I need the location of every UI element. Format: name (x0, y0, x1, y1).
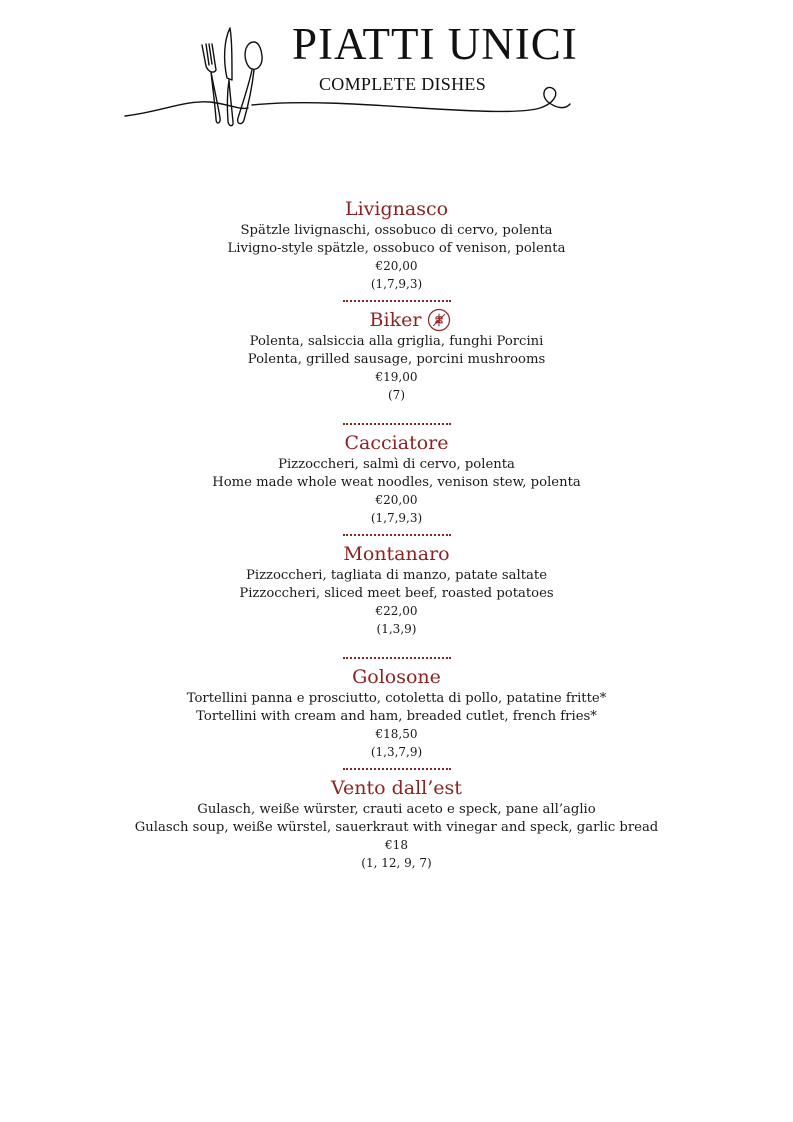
dish-cacciatore (0, 430, 793, 527)
dish-price: €20,00 (375, 493, 418, 507)
dish-montanaro (0, 541, 793, 638)
dish-list (0, 196, 793, 872)
dish-price: €18 (385, 838, 408, 852)
dish-price: €18,50 (375, 727, 418, 741)
dish-price: €20,00 (375, 259, 418, 273)
dish-italian-description: Tortellini panna e prosciutto, cotoletta di pollo, patatine fritte* (186, 691, 607, 706)
dish-italian-description: Spätzle livignaschi, ossobuco di cervo, polenta (240, 223, 553, 238)
dish-price: €22,00 (375, 604, 418, 618)
page-subtitle: COMPLETE DISHES (319, 74, 487, 94)
dish-golosone (0, 664, 793, 761)
dish-price: €19,00 (375, 370, 418, 384)
dish-vento-dall-est (0, 775, 793, 872)
dish-livignasco (0, 196, 793, 293)
dish-name: Livignasco (344, 198, 449, 220)
dish-allergens: (1,3,7,9) (370, 744, 423, 759)
dish-name: Montanaro (343, 543, 450, 565)
dish-allergens: (1,3,9) (376, 621, 417, 636)
dish-italian-description: Pizzoccheri, tagliata di manzo, patate saltate (245, 568, 547, 583)
dish-english-description: Home made whole weat noodles, venison stew, polenta (212, 475, 581, 490)
page-title: PIATTI UNICI (292, 19, 578, 69)
dish-name: Biker (370, 307, 452, 333)
dish-name: Golosone (352, 666, 441, 688)
dish-name: Vento dall’est (331, 777, 462, 799)
gluten-free-icon (427, 308, 451, 332)
dotted-separator (0, 761, 793, 775)
menu-header (0, 0, 793, 135)
dish-allergens: (1,7,9,3) (370, 510, 423, 525)
dish-biker (0, 307, 793, 404)
dotted-separator (0, 527, 793, 541)
dish-english-description: Polenta, grilled sausage, porcini mushrooms (247, 352, 546, 367)
dish-english-description: Gulasch soup, weiße würstel, sauerkraut with vinegar and speck, garlic bread (134, 820, 659, 835)
dish-english-description: Pizzoccheri, sliced meet beef, roasted potatoes (239, 586, 554, 601)
dish-italian-description: Gulasch, weiße würster, crauti aceto e speck, pane all’aglio (197, 802, 596, 817)
dish-allergens: (7) (388, 387, 405, 402)
dish-allergens: (1, 12, 9, 7) (361, 855, 432, 870)
dotted-separator (0, 650, 793, 664)
dish-allergens: (1,7,9,3) (370, 276, 423, 291)
dotted-separator (0, 416, 793, 430)
dotted-separator (0, 293, 793, 307)
dish-italian-description: Polenta, salsiccia alla griglia, funghi Porcini (249, 334, 544, 349)
dish-english-description: Tortellini with cream and ham, breaded cutlet, french fries* (196, 709, 597, 724)
dish-italian-description: Pizzoccheri, salmì di cervo, polenta (278, 457, 515, 472)
dish-english-description: Livigno-style spätzle, ossobuco of venison, polenta (227, 241, 566, 256)
dish-name: Cacciatore (344, 432, 449, 454)
